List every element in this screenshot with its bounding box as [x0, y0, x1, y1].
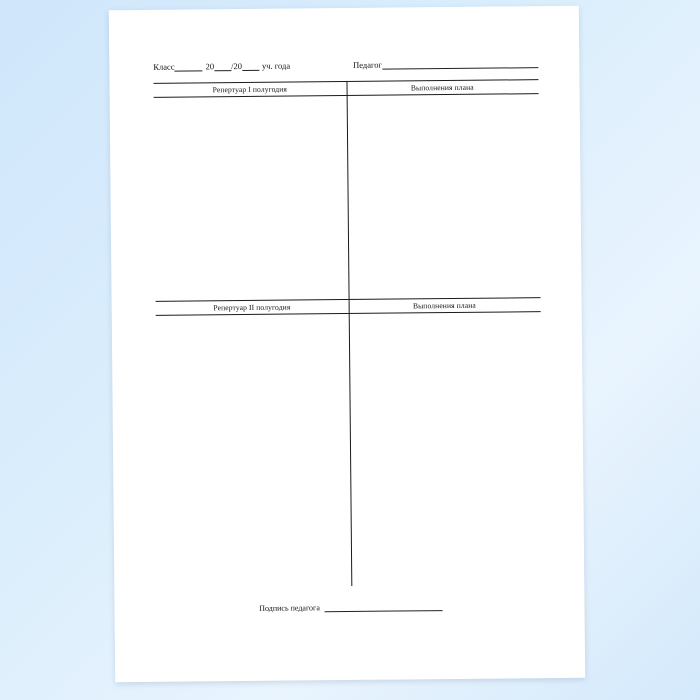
column-divider — [346, 81, 347, 96]
column-header-repertoire-2: Репертуар II полугодия — [213, 302, 291, 312]
class-label: Класс — [153, 61, 175, 72]
page-content — [153, 54, 544, 633]
year-end-blank[interactable] — [242, 61, 259, 71]
signature-row — [158, 600, 543, 614]
column-divider — [348, 299, 349, 314]
column-header-plan-1: Выполнения плана — [410, 82, 474, 93]
document-page — [109, 6, 585, 682]
header-row — [153, 54, 538, 72]
teacher-field-group — [353, 58, 538, 70]
teacher-label: Педагог — [353, 59, 383, 70]
column-divider — [346, 96, 349, 299]
signature-label: Подпись педагога — [259, 603, 320, 613]
year-prefix: 20 — [205, 61, 215, 72]
year-suffix-label: уч. года — [261, 60, 291, 71]
teacher-name-blank[interactable] — [382, 58, 538, 70]
column-header-repertoire-1: Репертуар I полугодия — [212, 84, 288, 94]
table-body-section-1[interactable] — [154, 94, 541, 301]
class-blank[interactable] — [175, 61, 203, 71]
signature-blank[interactable] — [325, 601, 443, 612]
year-start-blank[interactable] — [214, 61, 231, 71]
year-separator: /20 — [231, 60, 242, 72]
column-header-plan-2: Выполнения плана — [412, 300, 476, 311]
table-body-section-2[interactable] — [156, 312, 544, 588]
class-field-group — [153, 61, 290, 72]
column-divider — [348, 314, 352, 586]
